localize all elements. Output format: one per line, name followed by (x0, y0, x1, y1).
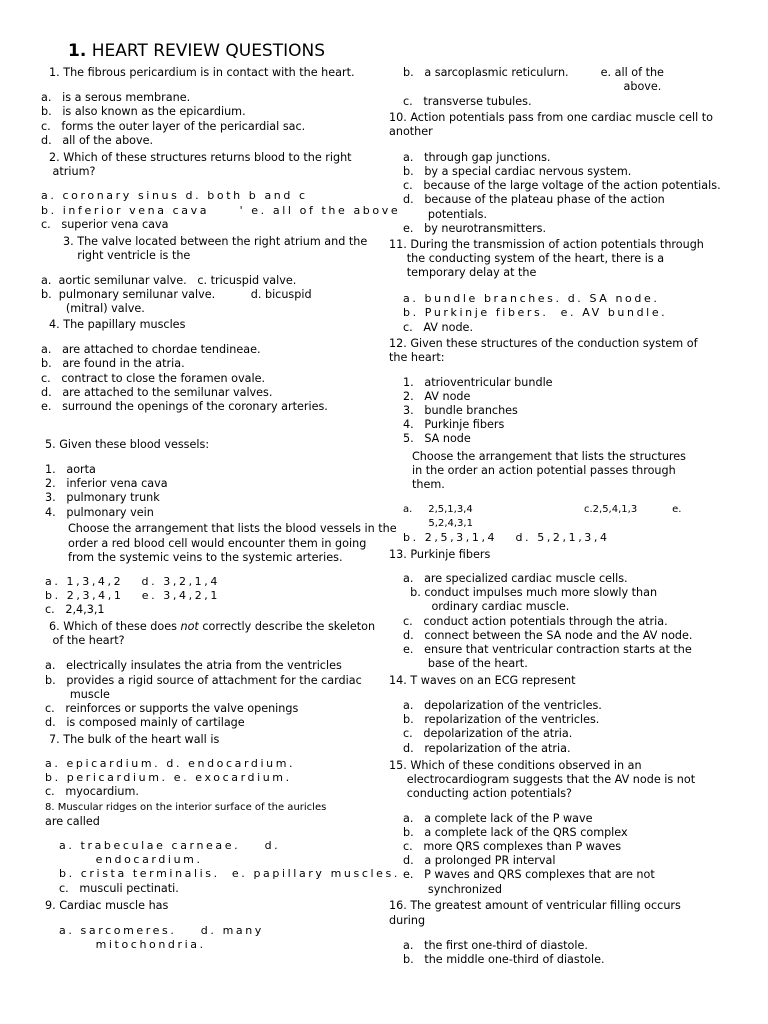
text-line: atrium? (49, 165, 96, 178)
text-run: correctly describe the skeleton (198, 620, 376, 633)
text-line: synchronized (403, 883, 502, 896)
text-line: another (389, 125, 433, 138)
text-line: 3. pulmonary trunk (45, 491, 160, 504)
text-line: a. are specialized cardiac muscle cells. (403, 572, 628, 585)
text-line: a. sarcomeres. d. many (59, 924, 264, 937)
text-line: a. coronary sinus d. both b and c (41, 189, 308, 202)
text-line: 5. SA node (403, 432, 471, 445)
text-line: 5. Given these blood vessels: (45, 438, 210, 451)
text-line: 11. During the transmission of action potentials through (389, 238, 704, 251)
text-run: 6. Which of these does (49, 620, 181, 633)
text-line: c. 2,4,3,1 (45, 603, 105, 616)
text-line: 2. Which of these structures returns blood to the right (49, 151, 352, 164)
text-line (49, 620, 375, 634)
text-line: b. inferior vena cava ' e. all of the above (41, 204, 401, 217)
text-line: b. provides a rigid source of attachment for the cardiac (45, 674, 362, 687)
text-line: b. a sarcoplasmic reticulurn. e. all of the (403, 66, 664, 79)
text-line: c. transverse tubules. (403, 95, 532, 108)
text-line: a. through gap junctions. (403, 151, 551, 164)
text-line: c. more QRS complexes than P waves (403, 840, 622, 853)
text-line: 2. inferior vena cava (45, 477, 168, 490)
emphasis-text: not (180, 620, 199, 633)
text-line: during (389, 914, 426, 927)
text-line: 3. The valve located between the right atrium and the (63, 235, 368, 248)
text-line: c. musculi pectinati. (59, 882, 179, 895)
text-line: c. depolarization of the atria. (403, 727, 573, 740)
text-line: ordinary cardiac muscle. (403, 600, 570, 613)
title-number: 1. (68, 41, 87, 61)
text-line: c. reinforces or supports the valve openings (45, 702, 299, 715)
text-line: c. AV node. (403, 321, 473, 334)
text-line: a. epicardium. d. endocardium. (45, 757, 296, 770)
text-line: in the order an action potential passes through (412, 464, 676, 477)
text-line: endocardium. (59, 853, 203, 866)
text-line: 1. aorta (45, 463, 96, 476)
text-line: a. the first one-third of diastole. (403, 939, 588, 952)
text-line: c. conduct action potentials through the atria. (403, 615, 668, 628)
text-line: b. repolarization of the ventricles. (403, 713, 600, 726)
text-line: c. forms the outer layer of the pericardial sac. (41, 120, 306, 133)
text-line: d. all of the above. (41, 134, 154, 147)
text-line: a. 2,5,1,3,4 c.2,5,4,1,3 e. (403, 504, 682, 515)
text-line: 4. The papillary muscles (49, 318, 186, 331)
title-text: HEART REVIEW QUESTIONS (86, 41, 326, 61)
text-line: b. by a special cardiac nervous system. (403, 165, 632, 178)
text-line: b. are found in the atria. (41, 357, 185, 370)
text-line: 5,2,4,3,1 (403, 518, 473, 529)
text-line: 2. AV node (403, 390, 471, 403)
text-line: mitochondria. (59, 938, 206, 951)
text-line: b. pulmonary semilunar valve. d. bicuspid (41, 288, 312, 301)
text-line: Choose the arrangement that lists the structures (412, 450, 686, 463)
text-line: c. superior vena cava (41, 218, 169, 231)
text-line: the heart: (389, 351, 445, 364)
text-line: a. electrically insulates the atria from the ventricles (45, 659, 342, 672)
text-line: b. Purkinje fibers. e. AV bundle. (403, 306, 668, 319)
text-line: a. 1,3,4,2 d. 3,2,1,4 (45, 575, 220, 588)
text-line: Choose the arrangement that lists the blood vessels in the (68, 522, 397, 535)
text-line: b. pericardium. e. exocardium. (45, 771, 292, 784)
text-line: potentials. (403, 208, 488, 221)
text-line: d. because of the plateau phase of the action (403, 193, 665, 206)
text-line: b. 2,3,4,1 e. 3,4,2,1 (45, 589, 220, 602)
text-line: b. is also known as the epicardium. (41, 105, 246, 118)
text-line: 4. Purkinje fibers (403, 418, 505, 431)
text-line: right ventricle is the (63, 249, 191, 262)
text-line: conducting action potentials? (389, 787, 572, 800)
text-line: 10. Action potentials pass from one cardiac muscle cell to (389, 111, 713, 124)
text-line: a. aortic semilunar valve. c. tricuspid valve. (41, 274, 297, 287)
text-line: 16. The greatest amount of ventricular filling occurs (389, 899, 681, 912)
text-line: 9. Cardiac muscle has (45, 899, 169, 912)
text-line: muscle (45, 688, 110, 701)
text-line: e. P waves and QRS complexes that are not (403, 868, 655, 881)
page-title (68, 41, 325, 61)
text-line: b. crista terminalis. e. papillary muscles. (59, 867, 400, 880)
text-line: 8. Muscular ridges on the interior surface of the auricles (45, 802, 327, 813)
text-line: d. are attached to the semilunar valves. (41, 386, 273, 399)
text-line: 1. atrioventricular bundle (403, 376, 553, 389)
text-line: e. surround the openings of the coronary arteries. (41, 400, 328, 413)
text-line: (mitral) valve. (41, 302, 145, 315)
text-line: a. a complete lack of the P wave (403, 812, 593, 825)
text-line: a. is a serous membrane. (41, 91, 191, 104)
text-line: 13. Purkinje fibers (389, 548, 491, 561)
text-line: e. ensure that ventricular contraction starts at the (403, 643, 692, 656)
text-line: 7. The bulk of the heart wall is (49, 733, 220, 746)
text-line: d. repolarization of the atria. (403, 742, 571, 755)
text-line: 15. Which of these conditions observed in an (389, 759, 642, 772)
text-line: b. 2,5,3,1,4 d. 5,2,1,3,4 (403, 531, 610, 544)
text-line: a. bundle branches. d. SA node. (403, 292, 660, 305)
text-line: b. a complete lack of the QRS complex (403, 826, 628, 839)
text-line: 3. bundle branches (403, 404, 518, 417)
text-line: base of the heart. (403, 657, 528, 670)
text-line: a. trabeculae carneae. d. (59, 839, 281, 852)
text-line: d. connect between the SA node and the AV node. (403, 629, 693, 642)
text-line: 14. T waves on an ECG represent (389, 674, 576, 687)
text-line: e. by neurotransmitters. (403, 222, 547, 235)
text-line: c. myocardium. (45, 785, 139, 798)
text-line: 4. pulmonary vein (45, 506, 154, 519)
text-line: of the heart? (49, 634, 125, 647)
text-line: a. depolarization of the ventricles. (403, 699, 602, 712)
text-line: temporary delay at the (389, 266, 537, 279)
text-line: the conducting system of the heart, there is a (389, 252, 665, 265)
text-line: c. contract to close the foramen ovale. (41, 372, 266, 385)
text-line: d. is composed mainly of cartilage (45, 716, 245, 729)
text-line: 1. The fibrous pericardium is in contact with the heart. (49, 66, 355, 79)
text-line: electrocardiogram suggests that the AV node is not (389, 773, 696, 786)
text-line: from the systemic veins to the systemic arteries. (68, 551, 343, 564)
text-line: above. (403, 80, 662, 93)
text-line: order a red blood cell would encounter them in going (68, 537, 367, 550)
text-line: a. are attached to chordae tendineae. (41, 343, 261, 356)
text-line: c. because of the large voltage of the action potentials. (403, 179, 721, 192)
text-line: are called (45, 815, 100, 828)
text-line: them. (412, 478, 445, 491)
text-line: b. conduct impulses much more slowly than (403, 586, 658, 599)
text-line: 12. Given these structures of the conduction system of (389, 337, 698, 350)
text-line: b. the middle one-third of diastole. (403, 953, 605, 966)
text-line: d. a prolonged PR interval (403, 854, 556, 867)
